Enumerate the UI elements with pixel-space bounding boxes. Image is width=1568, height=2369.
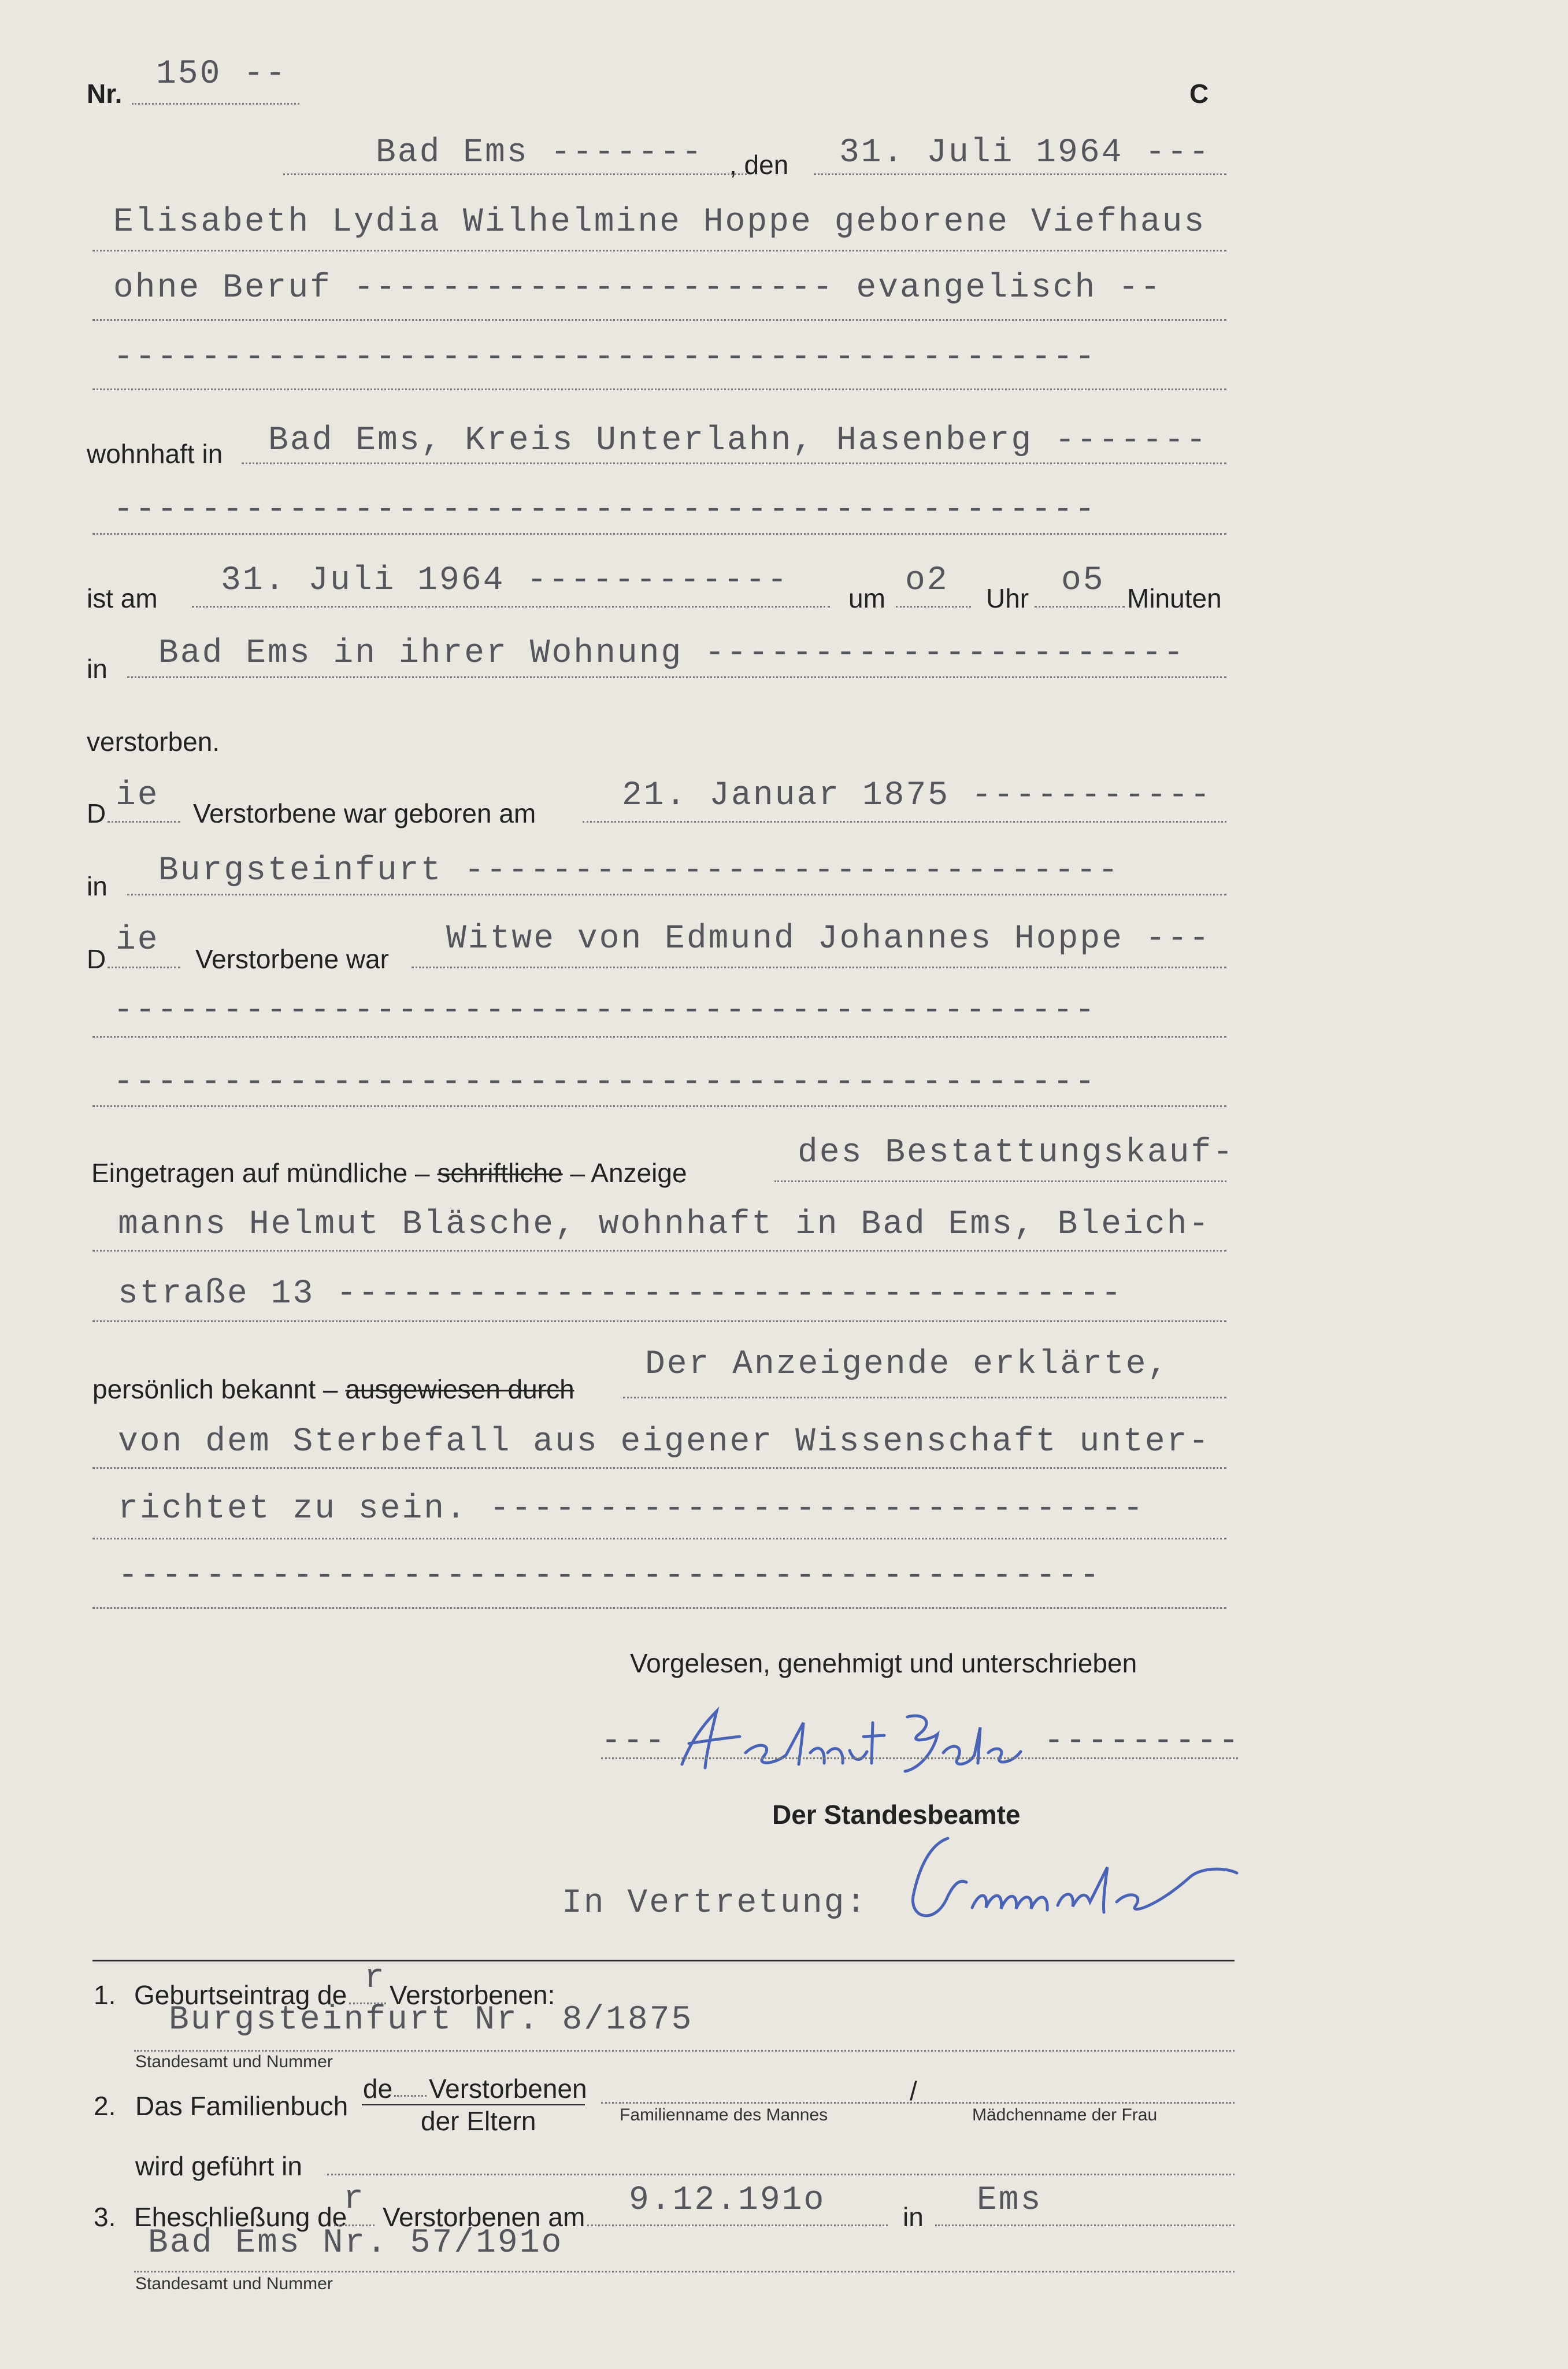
death-place-dotted-line xyxy=(127,676,1226,678)
registration-dotted-line-2 xyxy=(92,1250,1226,1252)
status-dotted-line-2 xyxy=(92,1036,1226,1038)
status-filler-1: --------------------------------------------- xyxy=(113,992,1097,1030)
nr-label: Nr. xyxy=(87,79,123,109)
identity-line-1: Der Anzeigende erklärte, xyxy=(645,1346,1170,1383)
place-value: Bad Ems ------- xyxy=(376,134,704,172)
identity-line-4: --------------------------------------------- xyxy=(118,1557,1102,1595)
occupation-religion: ohne Beruf ---------------------- evangelisch -- xyxy=(113,269,1162,307)
registrar-title: Der Standesbeamte xyxy=(772,1800,1021,1830)
residence-dotted-line-2 xyxy=(92,533,1226,535)
note-1-number: 1. xyxy=(94,1980,116,2010)
death-place-label: in xyxy=(87,654,108,684)
birth-date-value: 21. Januar 1875 ----------- xyxy=(622,777,1212,815)
date-value: 31. Juli 1964 --- xyxy=(839,134,1211,172)
residence-dotted-line xyxy=(242,462,1226,464)
identity-dotted-line xyxy=(623,1397,1226,1398)
verstorben-label: verstorben. xyxy=(87,727,220,757)
note-3-date: 9.12.191o xyxy=(629,2182,826,2219)
registration-line-1: des Bestattungskauf- xyxy=(798,1134,1235,1172)
note-3-dotted-line xyxy=(134,2271,1235,2272)
status-filler-2: --------------------------------------------- xyxy=(113,1064,1097,1101)
form-letter: C xyxy=(1189,79,1209,109)
birth-d-label: D xyxy=(87,798,106,828)
signature-line-right: --------- xyxy=(1044,1723,1241,1760)
note-3-label-a: Eheschließung de xyxy=(134,2202,347,2232)
birth-date-dotted-line xyxy=(583,821,1226,823)
note-2-eltern: der Eltern xyxy=(421,2106,536,2136)
note-2-wird-label: wird geführt in xyxy=(135,2151,302,2181)
den-label: , den xyxy=(729,150,789,180)
registration-line-3: straße 13 ------------------------------------ xyxy=(118,1275,1124,1313)
note-1-caption: Standesamt und Nummer xyxy=(135,2052,333,2071)
um-label: um xyxy=(848,583,885,613)
note-1-fill: r xyxy=(364,1960,386,1997)
status-d-dotted-line xyxy=(108,967,180,968)
identity-line-3: richtet zu sein. ------------------------------ xyxy=(118,1490,1145,1528)
residence-label: wohnhaft in xyxy=(87,439,223,469)
death-date-value: 31. Juli 1964 ------------ xyxy=(221,562,789,599)
birth-place-dotted-line xyxy=(127,894,1226,895)
note-3-number: 3. xyxy=(94,2202,116,2232)
registration-dotted-line-3 xyxy=(92,1320,1226,1322)
identity-line-2: von dem Sterbefall aus eigener Wissenschaft unter- xyxy=(118,1423,1211,1461)
note-3-in: in xyxy=(903,2202,924,2232)
registration-line-2: manns Helmut Bläsche, wohnhaft in Bad Ems, Bleich- xyxy=(118,1206,1211,1243)
occupation-dotted-line xyxy=(92,319,1226,321)
registrar-signature-stroke xyxy=(913,1838,1237,1916)
note-2-de: de xyxy=(363,2074,393,2104)
signature-line-left: --- xyxy=(601,1723,667,1760)
minute-dotted-line xyxy=(1035,606,1125,608)
note-1-value: Burgsteinfurt Nr. 8/1875 xyxy=(169,2001,694,2039)
note-2-caption-husband: Familienname des Mannes xyxy=(620,2105,828,2124)
note-2-verstorbenen: Verstorbenen xyxy=(429,2074,587,2104)
status-dotted-line xyxy=(412,967,1226,968)
note-1-label-a: Geburtseintrag de xyxy=(134,1980,347,2010)
registration-label xyxy=(91,1157,687,1189)
birth-d-dotted-line xyxy=(108,821,180,823)
status-dotted-line-3 xyxy=(92,1105,1226,1107)
death-place-value: Bad Ems in ihrer Wohnung ---------------------- xyxy=(158,635,1185,672)
note-2-dotted-line xyxy=(601,2102,1235,2104)
note-1-dotted-line xyxy=(134,2050,1235,2052)
identity-dotted-line-4 xyxy=(92,1607,1226,1609)
identity-prefix: persönlich bekannt – xyxy=(92,1374,338,1404)
birth-label: Verstorbene war geboren am xyxy=(193,798,536,828)
person-filler-line: --------------------------------------------- xyxy=(113,339,1097,376)
person-name: Elisabeth Lydia Wilhelmine Hoppe geborene Viefhaus xyxy=(113,203,1206,241)
identity-dotted-line-2 xyxy=(92,1467,1226,1469)
identity-label xyxy=(92,1374,574,1405)
death-date-label: ist am xyxy=(87,583,158,613)
informant-signature-stroke-1 xyxy=(682,1711,884,1768)
registration-struck: schriftliche xyxy=(437,1158,563,1188)
note-2-caption-wife: Mädchenname der Frau xyxy=(972,2105,1158,2124)
birth-place-value: Burgsteinfurt ------------------------------ xyxy=(158,852,1120,890)
status-value: Witwe von Edmund Johannes Hoppe --- xyxy=(446,920,1211,958)
note-3-caption: Standesamt und Nummer xyxy=(135,2274,333,2293)
note-2-label: Das Familienbuch xyxy=(135,2091,349,2121)
birth-place-label: in xyxy=(87,871,108,901)
residence-filler: --------------------------------------------- xyxy=(113,491,1097,529)
nr-dotted-line xyxy=(132,103,299,105)
filler-dotted-line xyxy=(92,388,1226,390)
identity-dotted-line-3 xyxy=(92,1538,1226,1539)
registration-suffix: – Anzeige xyxy=(570,1158,687,1188)
note-3-date-dotted-line xyxy=(587,2224,888,2226)
status-d-label: D xyxy=(87,944,106,974)
residence-value: Bad Ems, Kreis Unterlahn, Hasenberg ------- xyxy=(268,422,1208,460)
death-minute: o5 xyxy=(1061,562,1105,599)
note-2-slash: / xyxy=(910,2076,917,2106)
minuten-label: Minuten xyxy=(1127,583,1222,613)
registrar-signature xyxy=(902,1827,1248,1937)
nr-value: 150 -- xyxy=(156,55,287,93)
identity-struck: ausgewiesen durch xyxy=(345,1374,574,1404)
note-3-label-b: Verstorbenen am xyxy=(383,2202,585,2232)
note-2-number: 2. xyxy=(94,2091,116,2121)
place-dotted-line xyxy=(283,173,747,175)
note-3-place: Ems xyxy=(977,2182,1043,2219)
note-2-wird-dotted-line xyxy=(327,2174,1235,2175)
signature-dotted-line xyxy=(601,1757,1238,1759)
status-label: Verstorbene war xyxy=(195,944,389,974)
hour-dotted-line xyxy=(896,606,971,608)
informant-signature xyxy=(676,1700,1023,1775)
status-d-fill: ie xyxy=(116,921,160,959)
name-dotted-line xyxy=(92,250,1226,251)
read-approved-signed: Vorgelesen, genehmigt und unterschrieben xyxy=(630,1648,1137,1678)
note-1-label-b: Verstorbenen: xyxy=(390,1980,555,2010)
note-3-place-dotted-line xyxy=(935,2224,1235,2226)
death-date-dotted-line xyxy=(192,606,830,608)
note-3-value: Bad Ems Nr. 57/191o xyxy=(148,2224,564,2262)
registration-prefix: Eingetragen auf mündliche – xyxy=(91,1158,430,1188)
note-2-de-dotted-line xyxy=(394,2095,427,2097)
informant-signature-stroke-2 xyxy=(905,1716,1021,1771)
registration-dotted-line xyxy=(774,1180,1226,1182)
uhr-label: Uhr xyxy=(986,583,1029,613)
deputy-label: In Vertretung: xyxy=(562,1885,868,1922)
note-3-fill: r xyxy=(343,2181,365,2218)
notes-separator xyxy=(92,1960,1235,1961)
birth-d-fill: ie xyxy=(116,777,160,815)
date-dotted-line xyxy=(814,173,1226,175)
death-hour: o2 xyxy=(905,562,949,599)
